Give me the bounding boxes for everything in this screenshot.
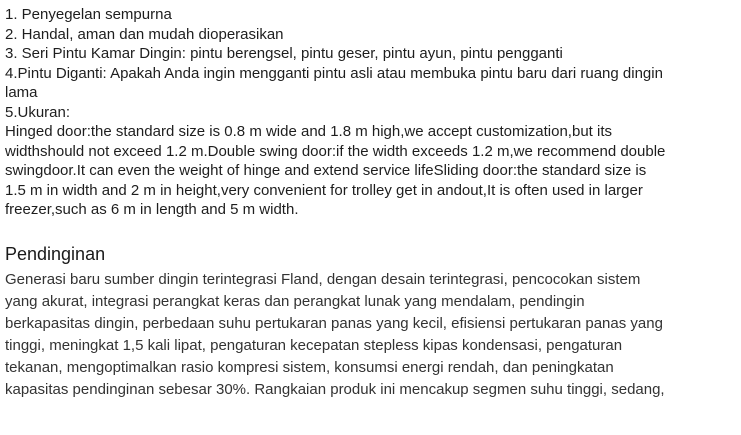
feature-list <box>5 5 735 220</box>
feature-item-4-continued: lama <box>5 84 38 101</box>
size-spec-line: freezer,such as 6 m in length and 5 m width. <box>5 201 299 218</box>
section-heading: Pendinginan <box>5 243 106 264</box>
paragraph-line: berkapasitas dingin, perbedaan suhu pertukaran panas yang kecil, efisiensi pertukaran panas yang <box>5 314 663 332</box>
feature-item-3: 3. Seri Pintu Kamar Dingin: pintu berengsel, pintu geser, pintu ayun, pintu pengganti <box>5 45 563 62</box>
paragraph-line: tekanan, mengoptimalkan rasio kompresi sistem, konsumsi energi rendah, dan peningkatan <box>5 358 614 376</box>
paragraph-line: Generasi baru sumber dingin terintegrasi Fland, dengan desain terintegrasi, pencocokan sistem <box>5 270 641 288</box>
size-spec-line: swingdoor.It can even the weight of hinge and extend service lifeSliding door:the standard size is <box>5 162 647 179</box>
size-spec-line: widthshould not exceed 1.2 m.Double swing door:if the width exceeds 1.2 m,we recommend double <box>5 142 666 160</box>
feature-item-5: 5.Ukuran: <box>5 103 71 121</box>
size-spec-line: Hinged door:the standard size is 0.8 m wide and 1.8 m high,we accept customization,but its <box>5 123 612 140</box>
feature-item-4: 4.Pintu Diganti: Apakah Anda ingin mengganti pintu asli atau membuka pintu baru dari ruang dingin <box>5 64 663 82</box>
paragraph-line: tinggi, meningkat 1,5 kali lipat, pengaturan kecepatan stepless kipas kondensasi, pengaturan <box>5 336 623 354</box>
feature-item-1: 1. Penyegelan sempurna <box>5 6 172 23</box>
feature-item-2: 2. Handal, aman dan mudah dioperasikan <box>5 25 284 43</box>
document-body <box>5 5 735 401</box>
paragraph-line: yang akurat, integrasi perangkat keras dan perangkat lunak yang mendalam, pendingin <box>5 292 585 310</box>
section-paragraph <box>5 269 735 401</box>
size-spec-line: 1.5 m in width and 2 m in height,very convenient for trolley get in andout,It is often used in larger <box>5 181 643 199</box>
paragraph-line: kapasitas pendinginan sebesar 30%. Rangkaian produk ini mencakup segmen suhu tinggi, sedang, <box>5 380 665 398</box>
